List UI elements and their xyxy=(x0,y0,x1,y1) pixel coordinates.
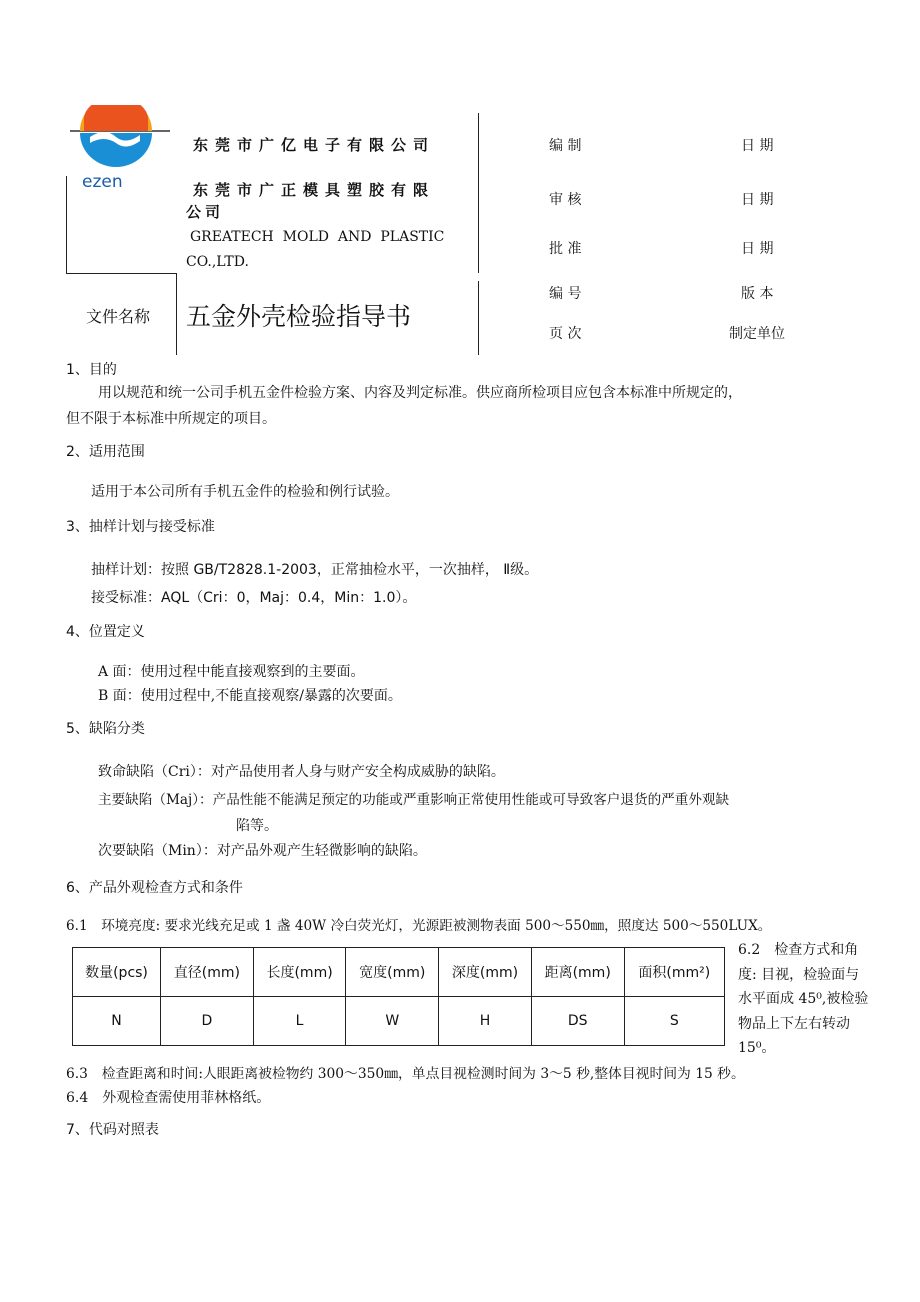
company-name-2-line1: 东莞市广正模具塑胶有限 xyxy=(193,181,436,199)
company-logo xyxy=(70,105,170,195)
side-note-line: 6.2 检查方式和角 xyxy=(738,942,859,958)
field-label: 页 次 xyxy=(549,326,582,342)
section-title: 3、抽样计划与接受标准 xyxy=(66,519,215,535)
side-note xyxy=(738,938,868,1061)
paragraph: 6.1 环境亮度: 要求光线充足或 1 盏 40W 冷白荧光灯，光源距被测物表面 500～550㎜，照度达 500～550LUX。 xyxy=(66,918,772,934)
table-header: 宽度(mm) xyxy=(346,948,439,997)
table-cell: H xyxy=(439,997,532,1046)
table-header: 距离(mm) xyxy=(531,948,624,997)
header-divider xyxy=(176,273,177,355)
field-label: 批 准 xyxy=(549,241,582,257)
section-title: 2、适用范围 xyxy=(66,444,145,460)
doc-title: 五金外壳检验指导书 xyxy=(186,302,412,331)
header-divider xyxy=(478,113,479,273)
field-label: 日 期 xyxy=(741,192,774,208)
side-note-line: 15⁰。 xyxy=(738,1040,776,1056)
doc-name-label: 文件名称 xyxy=(86,307,151,326)
table-cell: D xyxy=(161,997,254,1046)
field-label: 日 期 xyxy=(741,241,774,257)
field-label: 日 期 xyxy=(741,138,774,154)
field-label: 编 号 xyxy=(549,286,582,302)
table-cell: DS xyxy=(531,997,624,1046)
header-divider xyxy=(66,176,67,273)
paragraph: 次要缺陷（Min）：对产品外观产生轻微影响的缺陷。 xyxy=(98,843,427,859)
paragraph: 但不限于本标准中所规定的项目。 xyxy=(66,411,276,427)
paragraph: A 面：使用过程中能直接观察到的主要面。 xyxy=(98,664,365,680)
logo-icon xyxy=(70,105,170,195)
table-header: 长度(mm) xyxy=(253,948,346,997)
field-label: 审 核 xyxy=(549,192,582,208)
table-header: 深度(mm) xyxy=(439,948,532,997)
section-title: 7、代码对照表 xyxy=(66,1122,159,1138)
company-name-en-line1: GREATECH MOLD AND PLASTIC xyxy=(190,229,445,245)
section-title: 5、缺陷分类 xyxy=(66,721,145,737)
header-divider xyxy=(66,273,176,274)
paragraph: 主要缺陷（Maj）：产品性能不能满足预定的功能或严重影响正常使用性能或可导致客户退货的严重外观缺 xyxy=(98,792,730,808)
side-note-line: 度: 目视，检验面与 xyxy=(738,966,860,983)
side-note-line: 水平面成 45⁰,被检验 xyxy=(738,991,869,1007)
table-cell: L xyxy=(253,997,346,1046)
paragraph: 6.3 检查距离和时间:人眼距离被检物约 300～350㎜，单点目视检测时间为 3～5 秒,整体目视时间为 15 秒。 xyxy=(66,1066,745,1082)
company-name-1: 东莞市广亿电子有限公司 xyxy=(193,136,436,154)
paragraph: 陷等。 xyxy=(236,818,278,834)
section-title: 4、位置定义 xyxy=(66,624,145,640)
paragraph: 用以规范和统一公司手机五金件检验方案、内容及判定标准。供应商所检项目应包含本标准中所规定的， xyxy=(98,385,742,401)
field-label: 制定单位 xyxy=(729,326,785,342)
section-title: 6、产品外观检查方式和条件 xyxy=(66,880,243,896)
header-divider xyxy=(478,281,479,355)
table-cell: S xyxy=(624,997,724,1046)
table-header: 数量(pcs) xyxy=(73,948,161,997)
table-cell: N xyxy=(73,997,161,1046)
paragraph: B 面：使用过程中,不能直接观察/暴露的次要面。 xyxy=(98,688,402,704)
paragraph: 抽样计划：按照 GB/T2828.1-2003，正常抽检水平，一次抽样， Ⅱ级。 xyxy=(91,562,539,578)
table-cell: W xyxy=(346,997,439,1046)
dimension-table xyxy=(72,947,725,1046)
company-name-2-line2: 公司 xyxy=(186,203,225,221)
company-name-en-line2: CO.,LTD. xyxy=(186,254,249,270)
paragraph: 适用于本公司所有手机五金件的检验和例行试验。 xyxy=(91,484,399,500)
paragraph: 6.4 外观检查需使用菲林格纸。 xyxy=(66,1090,271,1106)
side-note-line: 物品上下左右转动 xyxy=(738,1015,850,1032)
field-label: 编 制 xyxy=(549,138,582,154)
paragraph: 接受标准：AQL（Cri：0，Maj：0.4，Min：1.0）。 xyxy=(91,590,417,606)
table-header: 面积(mm²) xyxy=(624,948,724,997)
section-title: 1、目的 xyxy=(66,362,117,378)
field-label: 版 本 xyxy=(741,286,774,302)
svg-text:ezen: ezen xyxy=(82,172,123,192)
paragraph: 致命缺陷（Cri）：对产品使用者人身与财产安全构成威胁的缺陷。 xyxy=(98,764,505,780)
table-header: 直径(mm) xyxy=(161,948,254,997)
